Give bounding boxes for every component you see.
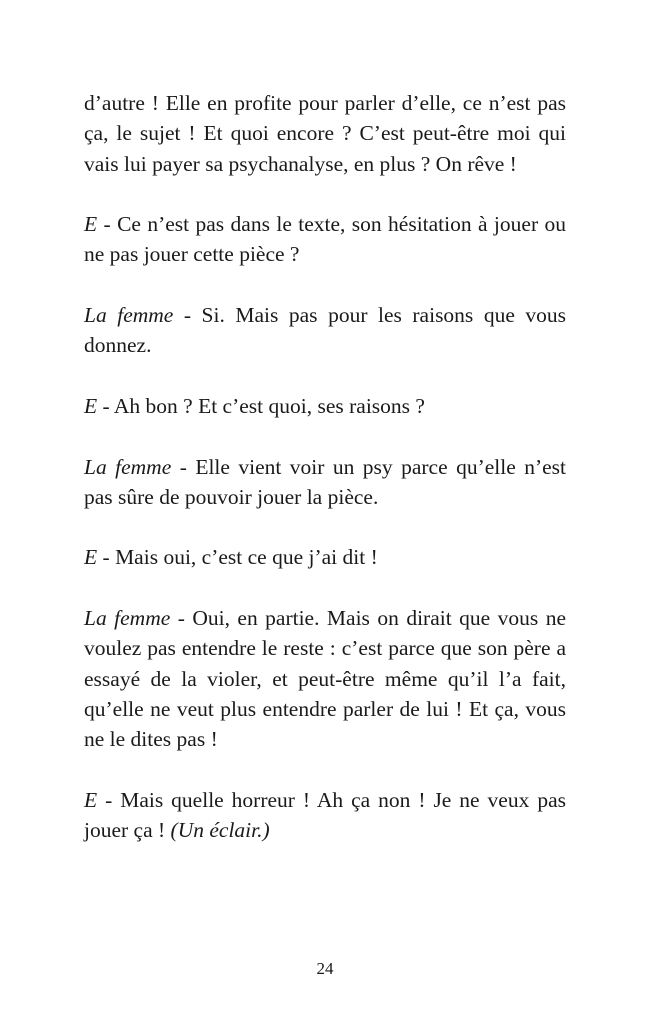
speaker-name: E [84, 545, 98, 570]
speaker-name: La femme [84, 454, 172, 479]
page-body [84, 88, 566, 876]
speaker-separator: - [171, 454, 196, 479]
dialogue-text: Oui, en partie. Mais on dirait que vous ne voulez pas entendre le reste : c’est parce que son père a essayé de la violer, et peut-être même qu’il l’a fait, qu’elle ne veut plus entendre parler de lui ! Et ça, vous ne le dites pas ! [84, 606, 566, 752]
dialogue-text: Mais oui, c’est ce que j’ai dit ! [115, 545, 378, 570]
dialogue-line [84, 300, 566, 361]
paragraph-continuation [84, 88, 566, 179]
speaker-name: E [84, 393, 98, 418]
speaker-separator: - [97, 212, 118, 237]
speaker-separator: - [97, 545, 116, 570]
dialogue-line [84, 452, 566, 513]
paragraph-text: d’autre ! Elle en profite pour parler d’elle, ce n’est pas ça, le sujet ! Et quoi encore ? C’est peut-être moi qui vais lui payer sa psychanalyse, en plus ? On rêve ! [84, 91, 566, 176]
dialogue-text: Si. Mais pas pour les raisons que vous donnez. [84, 303, 566, 358]
dialogue-line [84, 391, 566, 421]
dialogue-line [84, 542, 566, 572]
dialogue-text: Mais quelle horreur ! Ah ça non ! Je ne veux pas jouer ça ! [84, 787, 566, 843]
speaker-name: E [84, 212, 98, 237]
dialogue-line [84, 785, 566, 846]
speaker-name: La femme [84, 606, 171, 631]
speaker-name: E [84, 787, 98, 812]
dialogue-line [84, 209, 566, 270]
speaker-name: La femme [84, 303, 174, 328]
page-number: 24 [316, 959, 334, 978]
speaker-separator: - [97, 787, 121, 812]
dialogue-text: Elle vient voir un psy parce qu’elle n’est pas sûre de pouvoir jouer la pièce. [84, 454, 566, 509]
speaker-separator: - [173, 303, 202, 328]
dialogue-line [84, 603, 566, 754]
stage-direction: (Un éclair.) [170, 818, 270, 843]
speaker-separator: - [170, 606, 193, 631]
dialogue-text: Ah bon ? Et c’est quoi, ses raisons ? [113, 393, 425, 418]
speaker-separator: - [97, 393, 114, 418]
dialogue-text: Ce n’est pas dans le texte, son hésitation à jouer ou ne pas jouer cette pièce ? [84, 212, 566, 267]
